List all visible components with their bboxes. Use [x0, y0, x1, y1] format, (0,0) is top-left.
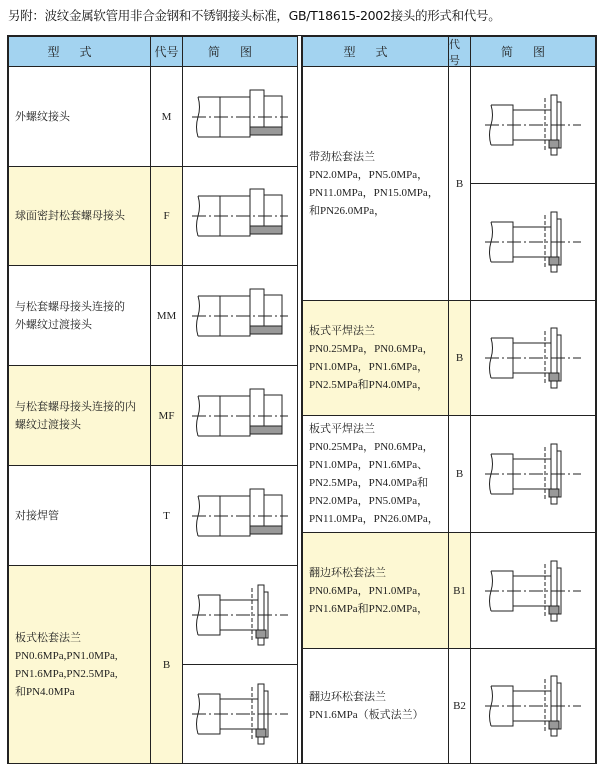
butt-weld-tube-drawing [190, 481, 290, 551]
left-row-sketch [182, 66, 298, 167]
left-row-sketch [182, 664, 298, 764]
left-row-type: 与松套螺母接头连接的内 螺纹过渡接头 [8, 365, 151, 466]
lap-joint-flange-drawing [483, 556, 583, 626]
right-row-sketch [470, 183, 596, 301]
left-row-code: B [150, 565, 183, 764]
swivel-nut-fitting-drawing [190, 181, 290, 251]
left-row-code: T [150, 465, 183, 566]
right-row-code: B [448, 300, 471, 416]
header-type-right: 型式 [302, 36, 449, 67]
left-row-code: MF [150, 365, 183, 466]
header-sketch-right: 简图 [470, 36, 596, 67]
header-sketch: 简图 [182, 36, 298, 67]
left-row-code: M [150, 66, 183, 167]
loose-plate-flange-drawing [190, 679, 290, 749]
right-row-sketch [470, 66, 596, 184]
right-row-type: 带劲松套法兰 PN2.0MPa，PN5.0MPa， PN11.0MPa，PN15.0MPa， 和PN26.0MPa， [302, 66, 449, 301]
left-row-type: 球面密封松套螺母接头 [8, 166, 151, 266]
left-row-type: 板式松套法兰 PN0.6MPa,PN1.0MPa, PN1.6MPa,PN2.5MPa, 和PN4.0MPa [8, 565, 151, 764]
right-row-type: 翻边环松套法兰 PN0.6MPa，PN1.0MPa， PN1.6MPa和PN2.0MPa， [302, 532, 449, 649]
right-row-sketch [470, 648, 596, 764]
right-row-code: B [448, 415, 471, 533]
right-row-sketch [470, 300, 596, 416]
right-row-code: B1 [448, 532, 471, 649]
left-row-type: 与松套螺母接头连接的 外螺纹过渡接头 [8, 265, 151, 366]
hubbed-loose-flange-drawing [483, 207, 583, 277]
left-row-sketch [182, 265, 298, 366]
header-code-right: 代号 [448, 36, 471, 67]
plate-slip-on-flange-drawing [483, 439, 583, 509]
loose-plate-flange-drawing [190, 580, 290, 650]
right-row-type: 板式平焊法兰 PN0.25MPa，PN0.6MPa， PN1.0MPa，PN1.6MPa、 PN2.5MPa，PN4.0MPa和 PN2.0MPa，PN5.0MPa， PN11.0MPa，PN26.0MPa， [302, 415, 449, 533]
left-row-type: 对接焊管 [8, 465, 151, 566]
left-row-sketch [182, 166, 298, 266]
male-thread-fitting-drawing [190, 82, 290, 152]
right-row-sketch [470, 415, 596, 533]
hubbed-loose-flange-drawing [483, 90, 583, 160]
left-row-code: MM [150, 265, 183, 366]
female-adapter-drawing [190, 381, 290, 451]
page-title: 另附：波纹金属软管用非合金钢和不锈钢接头标准，GB/T18615-2002接头的形式和代号。 [8, 8, 501, 23]
left-row-code: F [150, 166, 183, 266]
plate-slip-on-flange-drawing [483, 323, 583, 393]
right-row-type: 翻边环松套法兰 PN1.6MPa（板式法兰） [302, 648, 449, 764]
left-row-sketch [182, 465, 298, 566]
left-row-sketch [182, 365, 298, 466]
right-row-code: B [448, 66, 471, 301]
lap-joint-flange-drawing [483, 671, 583, 741]
right-row-type: 板式平焊法兰 PN0.25MPa，PN0.6MPa， PN1.0MPa，PN1.6MPa， PN2.5MPa和PN4.0MPa， [302, 300, 449, 416]
left-row-sketch [182, 565, 298, 665]
male-adapter-drawing [190, 281, 290, 351]
header-type: 型式 [8, 36, 151, 67]
right-row-code: B2 [448, 648, 471, 764]
header-code: 代号 [150, 36, 183, 67]
right-row-sketch [470, 532, 596, 649]
left-row-type: 外螺纹接头 [8, 66, 151, 167]
